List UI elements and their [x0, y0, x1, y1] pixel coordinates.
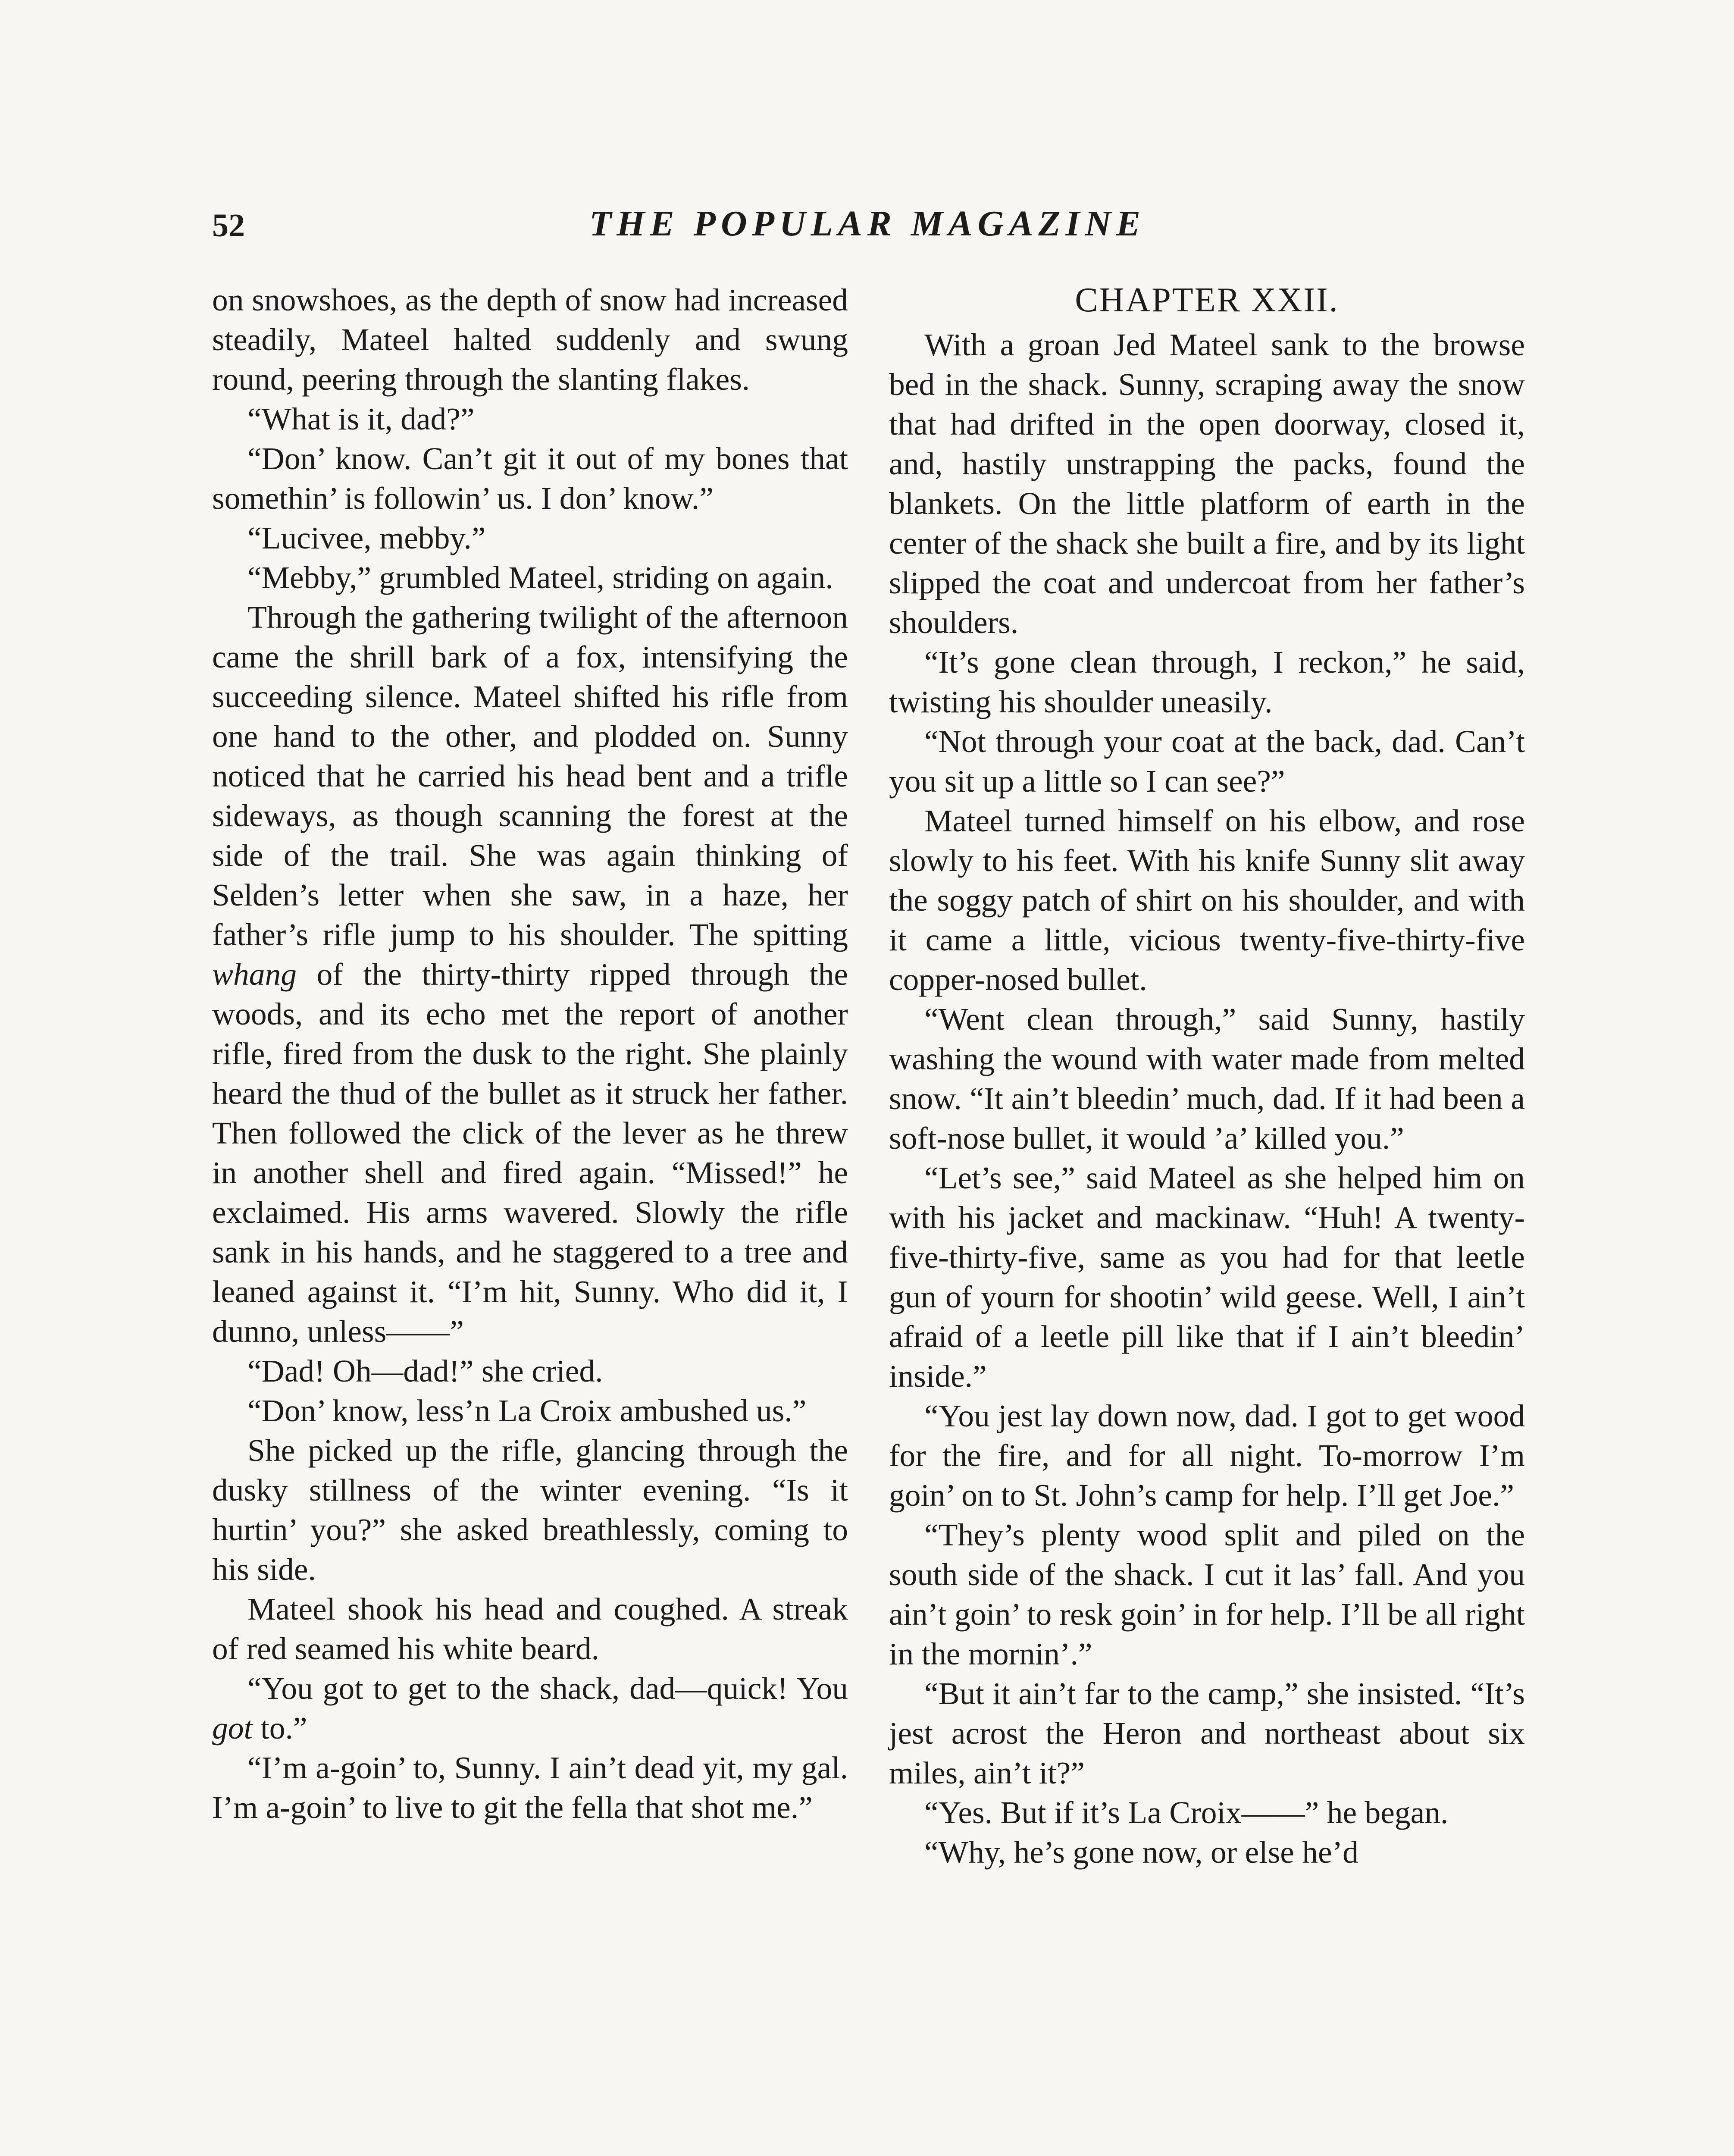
chapter-heading: CHAPTER XXII.: [1075, 281, 1339, 319]
paragraph: “They’s plenty wood split and piled on the south side of the shack. I cut it las’ fall. And you ain’t goin’ to resk goin’ in for help. I’ll be all right in the mornin’.”: [889, 1517, 1525, 1671]
right-column: [889, 280, 1525, 1872]
paragraph: “Mebby,” grumbled Mateel, striding on again.: [247, 560, 833, 595]
paragraph: She picked up the rifle, glancing through the dusky stillness of the winter evening. “Is it hurtin’ you?” she asked breathlessly, coming to his side.: [212, 1433, 848, 1587]
page-number: 52: [212, 207, 245, 244]
paragraph: “But it ain’t far to the camp,” she insisted. “It’s jest acrost the Heron and northeast about six miles, ain’t it?”: [889, 1676, 1525, 1790]
paragraph: “What is it, dad?”: [247, 401, 475, 436]
text-span: of the thirty-thirty ripped through the woods, and its echo met the report of another rifle, fired from the dusk to the right. She plainly heard the thud of the bullet as it struck her father. Then followed the click of the lever as he threw in another shell and fired again. “Missed!” he exclaimed. His arms wavered. Slowly the rifle sank in his hands, and he staggered to a tree and leaned against it. “I’m hit, Sunny. Who did it, I dunno, unless——”: [212, 957, 848, 1349]
paragraph: “Lucivee, mebby.”: [247, 520, 486, 555]
paragraph: “Yes. But if it’s La Croix——” he began.: [924, 1795, 1449, 1830]
paragraph: “Went clean through,” said Sunny, hastily washing the wound with water made from melted snow. “It ain’t bleedin’ much, dad. If it had been a soft-nose bullet, it would ’a’ killed you.”: [889, 1002, 1525, 1156]
paragraph: [212, 598, 848, 1351]
paragraph: “Don’ know. Can’t git it out of my bones that somethin’ is followin’ us. I don’ know.”: [212, 441, 848, 516]
paragraph: Mateel turned himself on his elbow, and rose slowly to his feet. With his knife Sunny slit away the soggy patch of shirt on his shoulder, and with it came a little, vicious twenty-five-thirty-five copper-nosed bullet.: [889, 803, 1525, 997]
paragraph: “Dad! Oh—dad!” she cried.: [247, 1354, 603, 1388]
paragraph: “Why, he’s gone now, or else he’d: [924, 1835, 1358, 1870]
paragraph: “It’s gone clean through, I reckon,” he said, twisting his shoulder uneasily.: [889, 645, 1525, 719]
paragraph: “You jest lay down now, dad. I got to get wood for the fire, and for all night. To-morrow I’m goin’ on to St. John’s camp for help. I’ll get Joe.”: [889, 1398, 1525, 1513]
text-span: Through the gathering twilight of the afternoon came the shrill bark of a fox, intensifying the succeeding silence. Mateel shifted his rifle from one hand to the other, and plodded on. Sunny noticed that he carried his head bent and a trifle sideways, as though scanning the forest at the side of the trail. She was again thinking of Selden’s letter when she saw, in a haze, her father’s rifle jump to his shoulder. The spitting: [212, 600, 848, 952]
left-column: [212, 280, 848, 1827]
paragraph: “Don’ know, less’n La Croix ambushed us.”: [247, 1393, 807, 1428]
paragraph: Mateel shook his head and coughed. A streak of red seamed his white beard.: [212, 1592, 848, 1666]
paragraph: “I’m a-goin’ to, Sunny. I ain’t dead yit, my gal. I’m a-goin’ to live to git the fella that shot me.”: [212, 1750, 848, 1825]
text-span: “You got to get to the shack, dad—quick! You: [247, 1671, 848, 1706]
running-title: THE POPULAR MAGAZINE: [589, 204, 1146, 244]
paragraph: “Not through your coat at the back, dad. Can’t you sit up a little so I can see?”: [889, 724, 1525, 799]
paragraph: With a groan Jed Mateel sank to the browse bed in the shack. Sunny, scraping away the snow that had drifted in the open doorway, closed it, and, hastily unstrapping the packs, found the blankets. On the little platform of earth in the center of the shack she built a fire, and by its light slipped the coat and undercoat from her father’s shoulders.: [889, 327, 1525, 640]
paragraph: “Let’s see,” said Mateel as she helped him on with his jacket and mackinaw. “Huh! A twenty-five-thirty-five, same as you had for that leetle gun of yourn for shootin’ wild geese. Well, I ain’t afraid of a leetle pill like that if I ain’t bleedin’ inside.”: [889, 1160, 1525, 1394]
paragraph: on snowshoes, as the depth of snow had increased steadily, Mateel halted suddenly and swung round, peering through the slanting flakes.: [212, 282, 848, 397]
italic-text: whang: [212, 957, 297, 992]
page-header: [212, 203, 1523, 263]
paragraph: [212, 1669, 848, 1748]
text-span: to.”: [260, 1711, 307, 1745]
italic-text: got: [212, 1711, 253, 1745]
